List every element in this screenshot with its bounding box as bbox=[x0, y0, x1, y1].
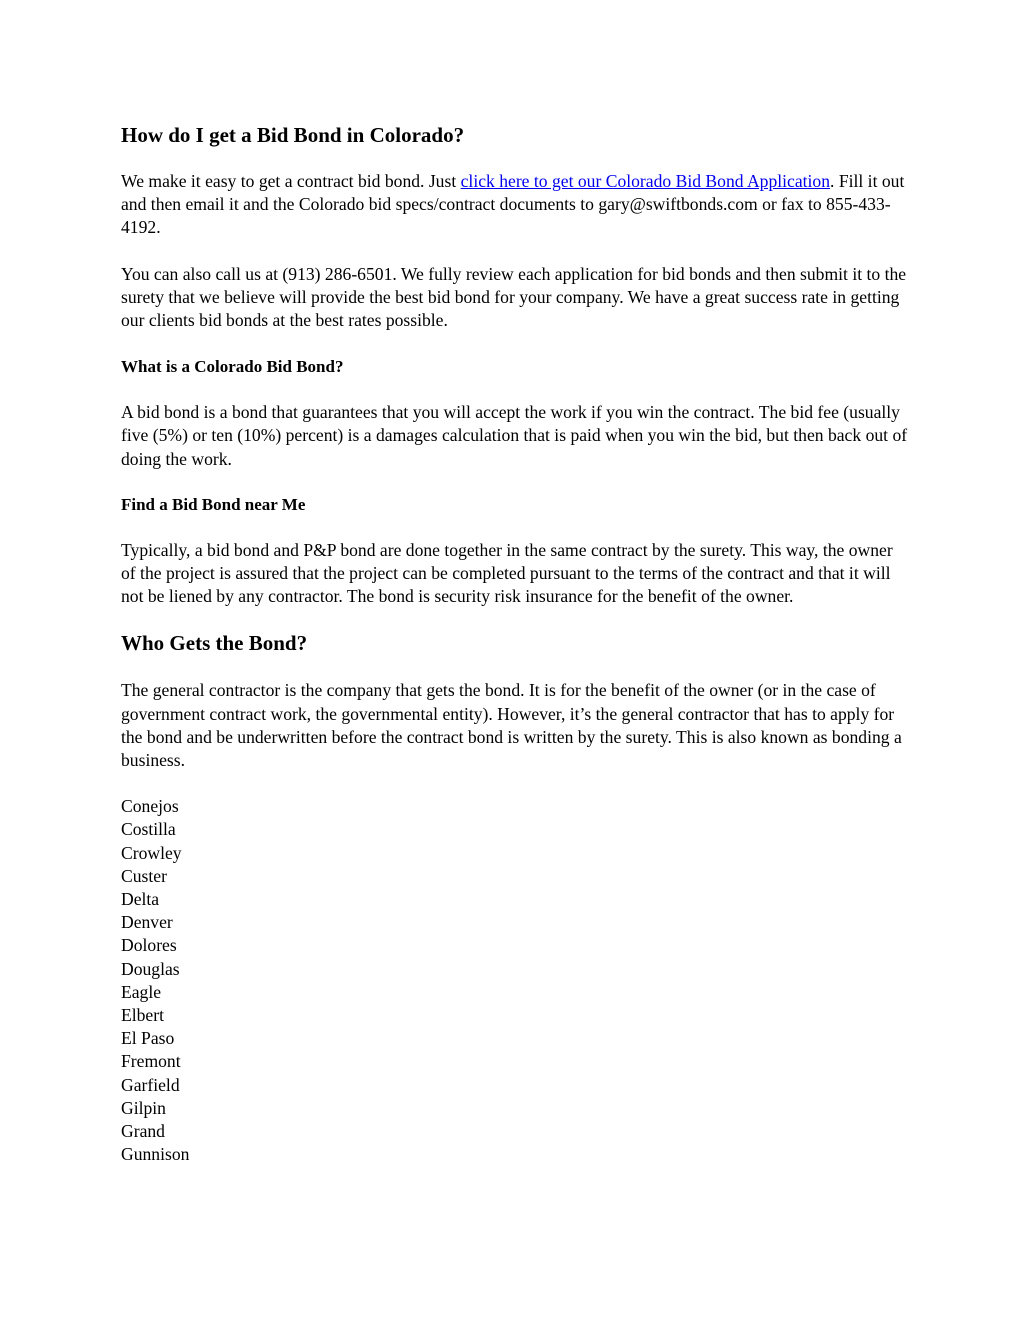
list-item: Elbert bbox=[121, 1005, 164, 1026]
what-is-bid-bond-paragraph: A bid bond is a bond that guarantees that you will accept the work if you win the contract. The bid fee (usually five (5%) or ten (10%) percent) is a damages calculation that is paid when you win the bid, but then back out of doing the work. bbox=[121, 402, 908, 469]
list-item: El Paso bbox=[121, 1028, 175, 1049]
find-bid-bond-heading: Find a Bid Bond near Me bbox=[121, 494, 306, 514]
document-page bbox=[121, 122, 911, 1167]
list-item: Conejos bbox=[121, 796, 179, 817]
what-is-bid-bond-heading: What is a Colorado Bid Bond? bbox=[121, 357, 344, 377]
intro-text-after-link: . Fill it out and then email it and the Colorado bid specs/contract documents to gary@swiftbonds.com or fax to 855-433-4192. bbox=[121, 171, 905, 238]
list-item: Fremont bbox=[121, 1051, 181, 1072]
who-gets-bond-heading: Who Gets the Bond? bbox=[121, 631, 308, 656]
list-item: Douglas bbox=[121, 958, 180, 979]
list-item: Delta bbox=[121, 889, 160, 910]
bid-bond-application-link[interactable]: click here to get our Colorado Bid Bond Application bbox=[460, 171, 831, 191]
list-item: Custer bbox=[121, 865, 167, 886]
find-bid-bond-paragraph: Typically, a bid bond and P&P bond are done together in the same contract by the surety. This way, the owner of the project is assured that the project can be completed pursuant to the terms of the contract and that it will not be liened by any contractor. The bond is security risk insurance for the benefit of the owner. bbox=[121, 539, 893, 607]
list-item: Gilpin bbox=[121, 1097, 166, 1118]
page-title: How do I get a Bid Bond in Colorado? bbox=[121, 123, 465, 147]
list-item: Crowley bbox=[121, 842, 182, 863]
list-item: Gunnison bbox=[121, 1144, 190, 1165]
list-item: Garfield bbox=[121, 1074, 180, 1095]
who-gets-bond-paragraph: The general contractor is the company that gets the bond. It is for the benefit of the owner (or in the case of government contract work, the governmental entity). However, it’s the general contractor that has to apply for the bond and be underwritten before the contract bond is written by the surety. This is also known as bonding a business. bbox=[121, 680, 902, 771]
list-item: Dolores bbox=[121, 935, 177, 956]
call-paragraph: You can also call us at (913) 286-6501. We fully review each application for bid bonds and then submit it to the surety that we believe will provide the best bid bond for your company. We have a great success rate in getting our clients bid bonds at the best rates possible. bbox=[121, 263, 907, 331]
list-item: Costilla bbox=[121, 819, 176, 840]
county-list bbox=[121, 795, 911, 1166]
intro-text-before-link: We make it easy to get a contract bid bond. Just bbox=[121, 171, 461, 191]
intro-paragraph bbox=[121, 170, 911, 240]
list-item: Grand bbox=[121, 1121, 165, 1142]
list-item: Denver bbox=[121, 912, 173, 933]
list-item: Eagle bbox=[121, 981, 162, 1002]
